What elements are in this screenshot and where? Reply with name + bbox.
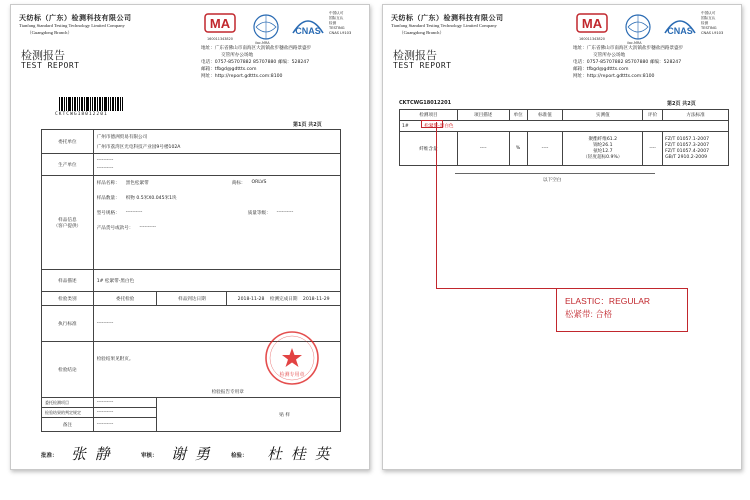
col-measured: 实测值 [563,110,643,121]
review-signature: 谢 勇 [171,445,212,463]
svg-text:CNAS: CNAS [667,26,693,36]
ma-logo-icon [201,13,243,39]
item-unit: % [509,132,527,166]
standard-value: ---------- [93,306,340,342]
approve-signature: 张 静 [71,445,112,463]
report-number: CKTCWG18012201 [399,100,452,106]
col-test-item: 检测项目 [400,110,458,121]
stamp-caption: 检验报告专用章 [211,390,244,395]
tester-signature: 杜 桂 英 [267,445,332,463]
cnas-logo-icon [663,13,697,37]
checker-value: ---------- [93,398,157,408]
divider-line [455,173,655,174]
ilac-caption-2: ilac-MRA [627,41,642,45]
item-standard: ---- [527,132,563,166]
report-title-cn: 检测报告 [21,49,65,62]
lab-address-2: 地址：广东省佛山市南海区大沥镇盐步穗盐西路景盛步 交管所办公场地 电话：0757-85707882 85707880 邮编：528247 邮箱：tfbgd@gdttts.com 网址：http://report.gdttts.com:8100 [573,46,684,79]
results-table [399,109,729,166]
ilac-logo-icon [251,13,281,43]
company-name-cn: 天纺标（广东）检测科技有限公司 [19,14,132,22]
stamp-text: 检测专用章 [279,372,305,378]
svg-text:MA: MA [581,16,603,31]
sample-highlight-box [421,120,443,128]
sample-desc-label: 样品描述 [42,270,94,292]
item-evaluation: ---- [643,132,663,166]
col-evaluation: 评价 [643,110,663,121]
approve-label: 批准： [41,453,58,459]
sample-info-label: 样品信息 （客户提供） [42,176,94,270]
svg-text:MA: MA [209,16,231,31]
lab-address: 地址：广东省佛山市南海区大沥镇盐步穗盐西路景盛步 交管所办公场地 电话：0757-85707882 85707880 邮编：528247 邮箱：tfbgd@gdttts.com 网址：http://report.gdttts.com:8100 [201,46,312,79]
company-name-en: Tianfang Standard Testing Technology Limited Company [19,23,125,28]
end-marker: 以下空白 [543,178,562,183]
ma-number-2: 160011343820 [579,37,605,41]
company-branch-en-2: （Guangdong Branch） [399,30,445,35]
barcode-number: CKTCWG18012201 [55,112,108,117]
barcode [59,97,123,111]
client-label: 委托单位 [42,130,94,154]
manufacturer-label: 生产单位 [42,154,94,176]
client-info: 广州市德洲贸易有限公司 广州市荔湾区光电科技产业园9号楼102A [93,130,340,154]
ilac-logo-icon [623,13,653,43]
cnas-accreditation-text: 中国认可 国际互认 检测 TESTING CNAS L9103 [329,11,352,35]
conclusion-value: 检验结果见附页。 检验报告专用章 [93,342,340,398]
remark-label: 备注 [42,418,94,432]
svg-text:CNAS: CNAS [295,26,321,36]
inspection-stamp [263,329,321,387]
date-range: 2018-11-28 检测完成日期 2018-11-29 [227,292,341,306]
report-title-en: TEST REPORT [21,61,80,70]
col-item-desc: 项目描述 [457,110,509,121]
callout-connector-vertical [436,122,437,288]
received-date-label: 样品到达日期 [157,292,227,306]
cnas-accreditation-text-2: 中国认可 国际互认 检测 TESTING CNAS L9103 [701,11,724,35]
ilac-caption: ilac-MRA [255,41,270,45]
attach-sample-cell: 贴 样 [157,398,341,432]
callout-connector-horizontal [436,288,556,289]
additional-label: 检验结果的判定规定 [42,408,94,418]
page-number-2: 第2页 共2页 [667,101,696,107]
fiber-content-row [400,132,729,166]
report-title-en-2: TEST REPORT [393,61,452,70]
standard-label: 执行标准 [42,306,94,342]
sample-row-number: 1# [402,124,409,129]
conclusion-label: 检验结论 [42,342,94,398]
sample-row-name: 松紧带-黑白色 [424,124,454,129]
item-name: 纤维含量 [400,132,458,166]
cnas-logo-icon [291,13,325,37]
report-title-cn-2: 检测报告 [393,49,437,62]
results-header-row [400,110,729,121]
review-label: 审核： [141,453,158,459]
sample-desc-value: 1# 松紧带-黑白色 [93,270,340,292]
sample-row [400,121,729,132]
tester-label: 检验： [231,453,248,459]
col-method: 方法标准 [663,110,729,121]
callout-annotation [556,288,688,332]
manufacturer-value: ---------- ---------- [93,154,340,176]
company-name-cn-2: 天纺标（广东）检测科技有限公司 [391,14,504,22]
remark-value: ---------- [93,418,157,432]
additional-value: ---------- [93,408,157,418]
callout-line-1: ELASTIC：REGULAR [565,296,651,306]
col-standard: 标准值 [527,110,563,121]
col-unit: 单位 [509,110,527,121]
ma-number: 160011343820 [207,37,233,41]
page-number: 第1页 共2页 [293,122,322,128]
callout-line-2: 松紧带: 合格 [565,309,613,319]
test-type-label: 检验类别 [42,292,94,306]
ma-logo-icon [573,13,615,39]
method-standards: FZ/T 01057.1-2007 FZ/T 01057.3-2007 FZ/T 01057.4-2007 GB/T 2910.2-2009 [663,132,729,166]
checker-label: 委托检测项目 [42,398,94,408]
item-desc: ---- [457,132,509,166]
company-branch-en: （Guangdong Branch） [27,30,73,35]
report-page-1 [10,4,370,470]
sample-info-block: 样品名称： 黑色松紧带 商标： ORLVS 样品数量： 织物 0.5米X0.045米1块 型号规格： ---------- 质量等级： ---------- 产品货号或款号： ---------- [93,176,340,270]
measured-values: 聚酯纤维61.2 锦纶26.1 氨纶12.7 （轻度超标0.9%） [563,132,643,166]
company-name-en-2: Tianfang Standard Testing Technology Limited Company [391,23,497,28]
test-type-value: 委托检验 [93,292,157,306]
